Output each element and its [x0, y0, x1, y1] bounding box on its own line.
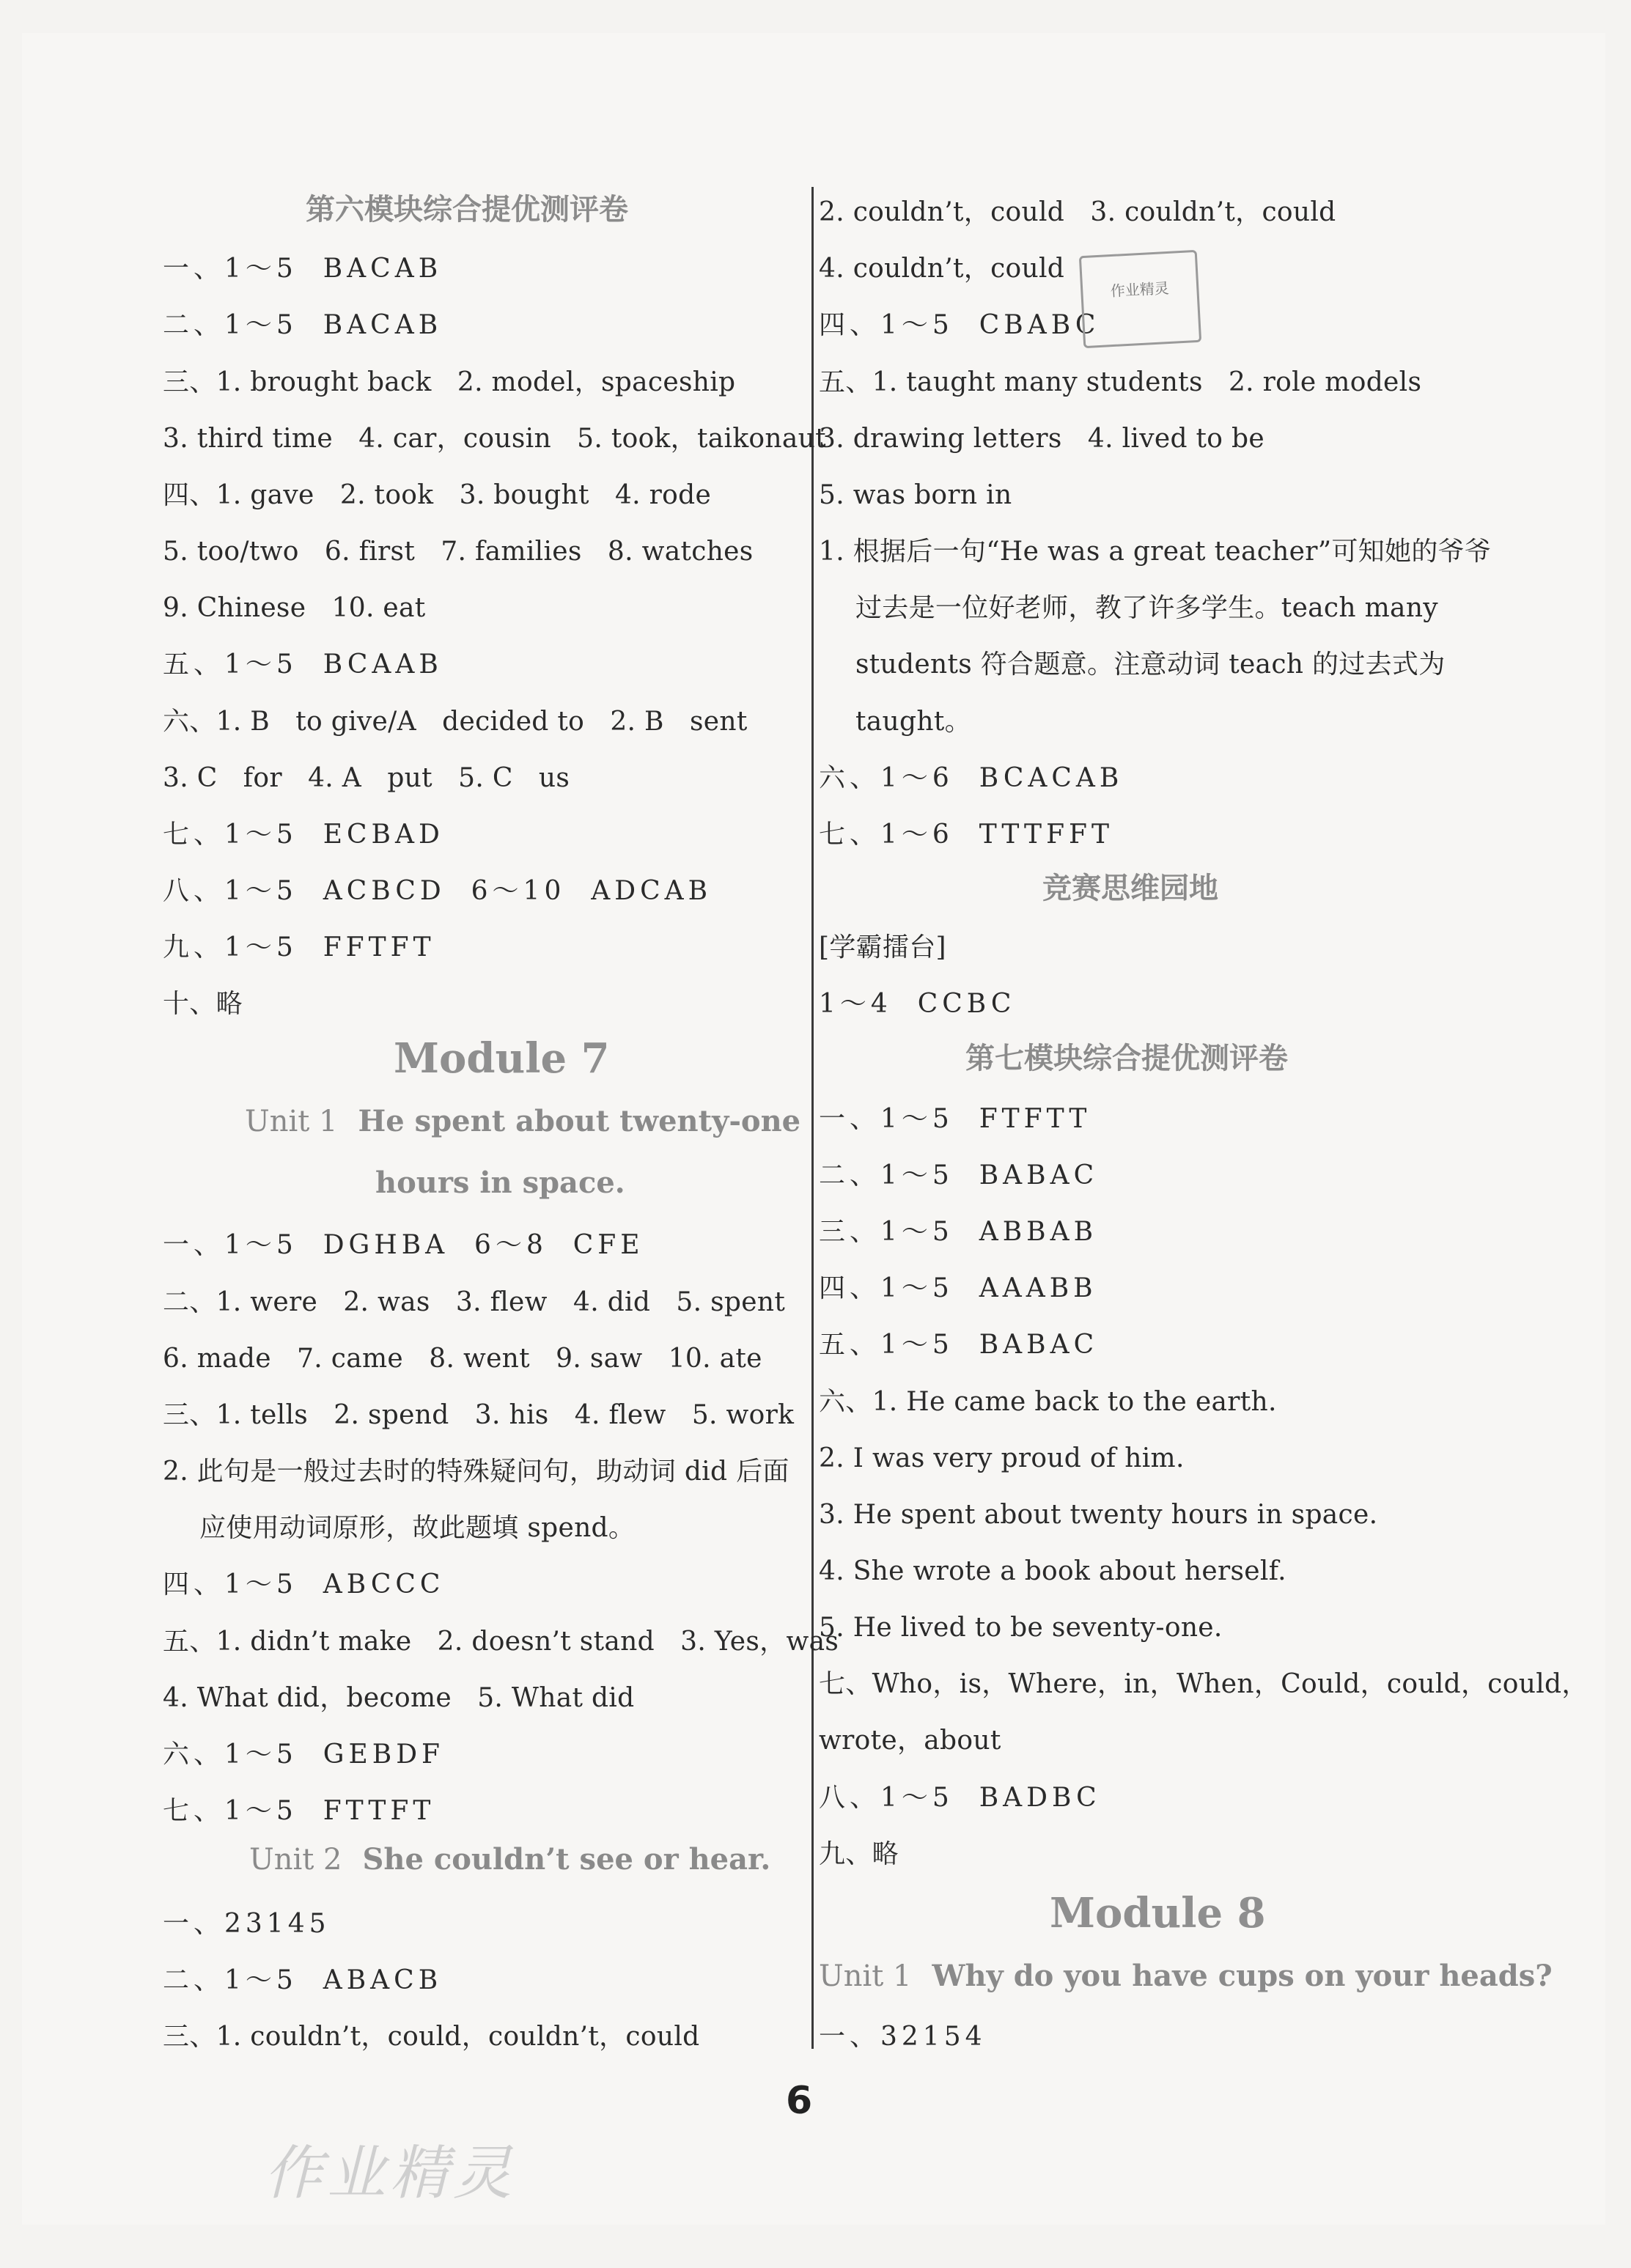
answer-line: 八、1～5 ACBCD 6～10 ADCAB	[163, 876, 713, 906]
answer-line: 四、1～5 ABCCC	[163, 1569, 445, 1599]
answer-line: 二、1～5 BABAC	[819, 1160, 1099, 1190]
answer-line: wrote，about	[819, 1726, 1001, 1756]
explanation-line: 2. 此句是一般过去时的特殊疑问句，助动词 did 后面	[163, 1457, 789, 1487]
unit-title	[245, 1104, 800, 1139]
answer-line: 九、1～5 FFTFT	[163, 932, 435, 962]
answer-line: 4. What did，become 5. What did	[163, 1683, 635, 1713]
answer-line: 一、1～5 DGHBA 6～8 CFE	[163, 1230, 644, 1260]
answer-line: 五、1. taught many students 2. role models	[819, 367, 1422, 397]
unit-number: Unit 2	[249, 1843, 342, 1877]
subsection-label: [学霸擂台]	[819, 932, 946, 962]
answer-line: 5. He lived to be seventy-one.	[819, 1613, 1223, 1643]
answer-line: 3. drawing letters 4. lived to be	[819, 424, 1264, 454]
unit-number: Unit 1	[245, 1105, 338, 1138]
section-heading-module6-test: 第六模块综合提优测评卷	[306, 192, 628, 227]
watermark-stamp	[1079, 250, 1201, 348]
answer-line: 四、1～5 AAABB	[819, 1273, 1097, 1303]
answer-line: 六、1～5 GEBDF	[163, 1739, 445, 1770]
section-heading-module7-test: 第七模块综合提优测评卷	[965, 1041, 1288, 1075]
answer-line: 2. I was very proud of him.	[819, 1443, 1185, 1473]
answer-line: 十、略	[163, 989, 243, 1019]
unit-title	[249, 1842, 770, 1877]
explanation-line: 1. 根据后一句“He was a great teacher”可知她的爷爷	[819, 537, 1492, 567]
answer-line: 二、1～5 BACAB	[163, 310, 443, 340]
explanation-line: 应使用动词原形，故此题填 spend。	[199, 1513, 636, 1543]
answer-line: 一、23145	[163, 1909, 331, 1939]
answer-line: 4. She wrote a book about herself.	[819, 1556, 1286, 1586]
unit-number: Unit 1	[819, 1959, 912, 1993]
explanation-line: students 符合题意。注意动词 teach 的过去式为	[855, 649, 1446, 680]
unit-title-text: She couldn’t see or hear.	[362, 1842, 771, 1877]
answer-line: 3. He spent about twenty hours in space.	[819, 1500, 1378, 1530]
module-title: Module 7	[394, 1034, 610, 1083]
unit-title	[819, 1959, 1553, 1994]
bottom-watermark: 作业精灵	[264, 2139, 516, 2207]
answer-line: 4. couldn’t，could	[819, 254, 1065, 284]
unit-title-continued: hours in space.	[375, 1166, 625, 1200]
answer-line: 七、1～5 ECBAD	[163, 820, 444, 850]
unit-title-text: He spent about twenty-one	[358, 1104, 801, 1138]
answer-line: 5. was born in	[819, 480, 1012, 510]
answer-line: 9. Chinese 10. eat	[163, 593, 426, 623]
answer-line: 六、1. B to give/A decided to 2. B sent	[163, 707, 748, 737]
answer-line: 五、1. didn’t make 2. doesn’t stand 3. Yes，was	[163, 1627, 839, 1657]
explanation-line: taught。	[855, 707, 971, 737]
answer-line: 九、略	[819, 1839, 899, 1869]
answer-line: 3. C for 4. A put 5. C us	[163, 763, 570, 793]
answer-line: 四、1. gave 2. took 3. bought 4. rode	[163, 480, 712, 510]
answer-line: 五、1～5 BCAAB	[163, 649, 443, 680]
answer-line: 五、1～5 BABAC	[819, 1330, 1099, 1360]
answer-line: 六、1. He came back to the earth.	[819, 1387, 1277, 1417]
answer-line: 3. third time 4. car，cousin 5. took，taikonaut	[163, 424, 826, 454]
module-title: Module 8	[1050, 1889, 1266, 1937]
stamp-text: 作业精灵	[1110, 279, 1170, 301]
section-heading-contest: 竞赛思维园地	[1042, 871, 1218, 905]
answer-line: 三、1. tells 2. spend 3. his 4. flew 5. work	[163, 1400, 795, 1430]
answer-line: 四、1～5 CBABC	[819, 310, 1100, 340]
answer-line: 七、1～5 FTTFT	[163, 1796, 435, 1826]
answer-line: 三、1. brought back 2. model，spaceship	[163, 367, 736, 397]
answer-line: 二、1～5 ABACB	[163, 1965, 443, 1995]
answer-line: 二、1. were 2. was 3. flew 4. did 5. spent	[163, 1287, 786, 1317]
answer-line: 一、32154	[819, 2022, 987, 2052]
answer-line: 5. too/two 6. first 7. families 8. watches	[163, 537, 754, 567]
answer-line: 1～4 CCBC	[819, 989, 1016, 1019]
answer-line: 七、1～6 TTTFFT	[819, 820, 1114, 850]
answer-line: 2. couldn’t，could 3. couldn’t，could	[819, 197, 1336, 227]
answer-line: 一、1～5 BACAB	[163, 254, 443, 284]
answer-line: 三、1～5 ABBAB	[819, 1217, 1098, 1247]
column-divider	[811, 187, 814, 2049]
answer-line: 一、1～5 FTFTT	[819, 1104, 1091, 1134]
explanation-line: 过去是一位好老师，教了许多学生。teach many	[855, 593, 1438, 623]
answer-line: 三、1. couldn’t，could，couldn’t，could	[163, 2022, 700, 2052]
answer-line: 八、1～5 BADBC	[819, 1783, 1101, 1813]
answer-line: 6. made 7. came 8. went 9. saw 10. ate	[163, 1344, 762, 1374]
answer-line: 六、1～6 BCACAB	[819, 763, 1124, 793]
answer-line: 七、Who，is，Where，in，When，Could，could，could，	[819, 1669, 1588, 1699]
page-number: 6	[786, 2079, 813, 2123]
unit-title-text: Why do you have cups on your heads?	[932, 1959, 1553, 1993]
